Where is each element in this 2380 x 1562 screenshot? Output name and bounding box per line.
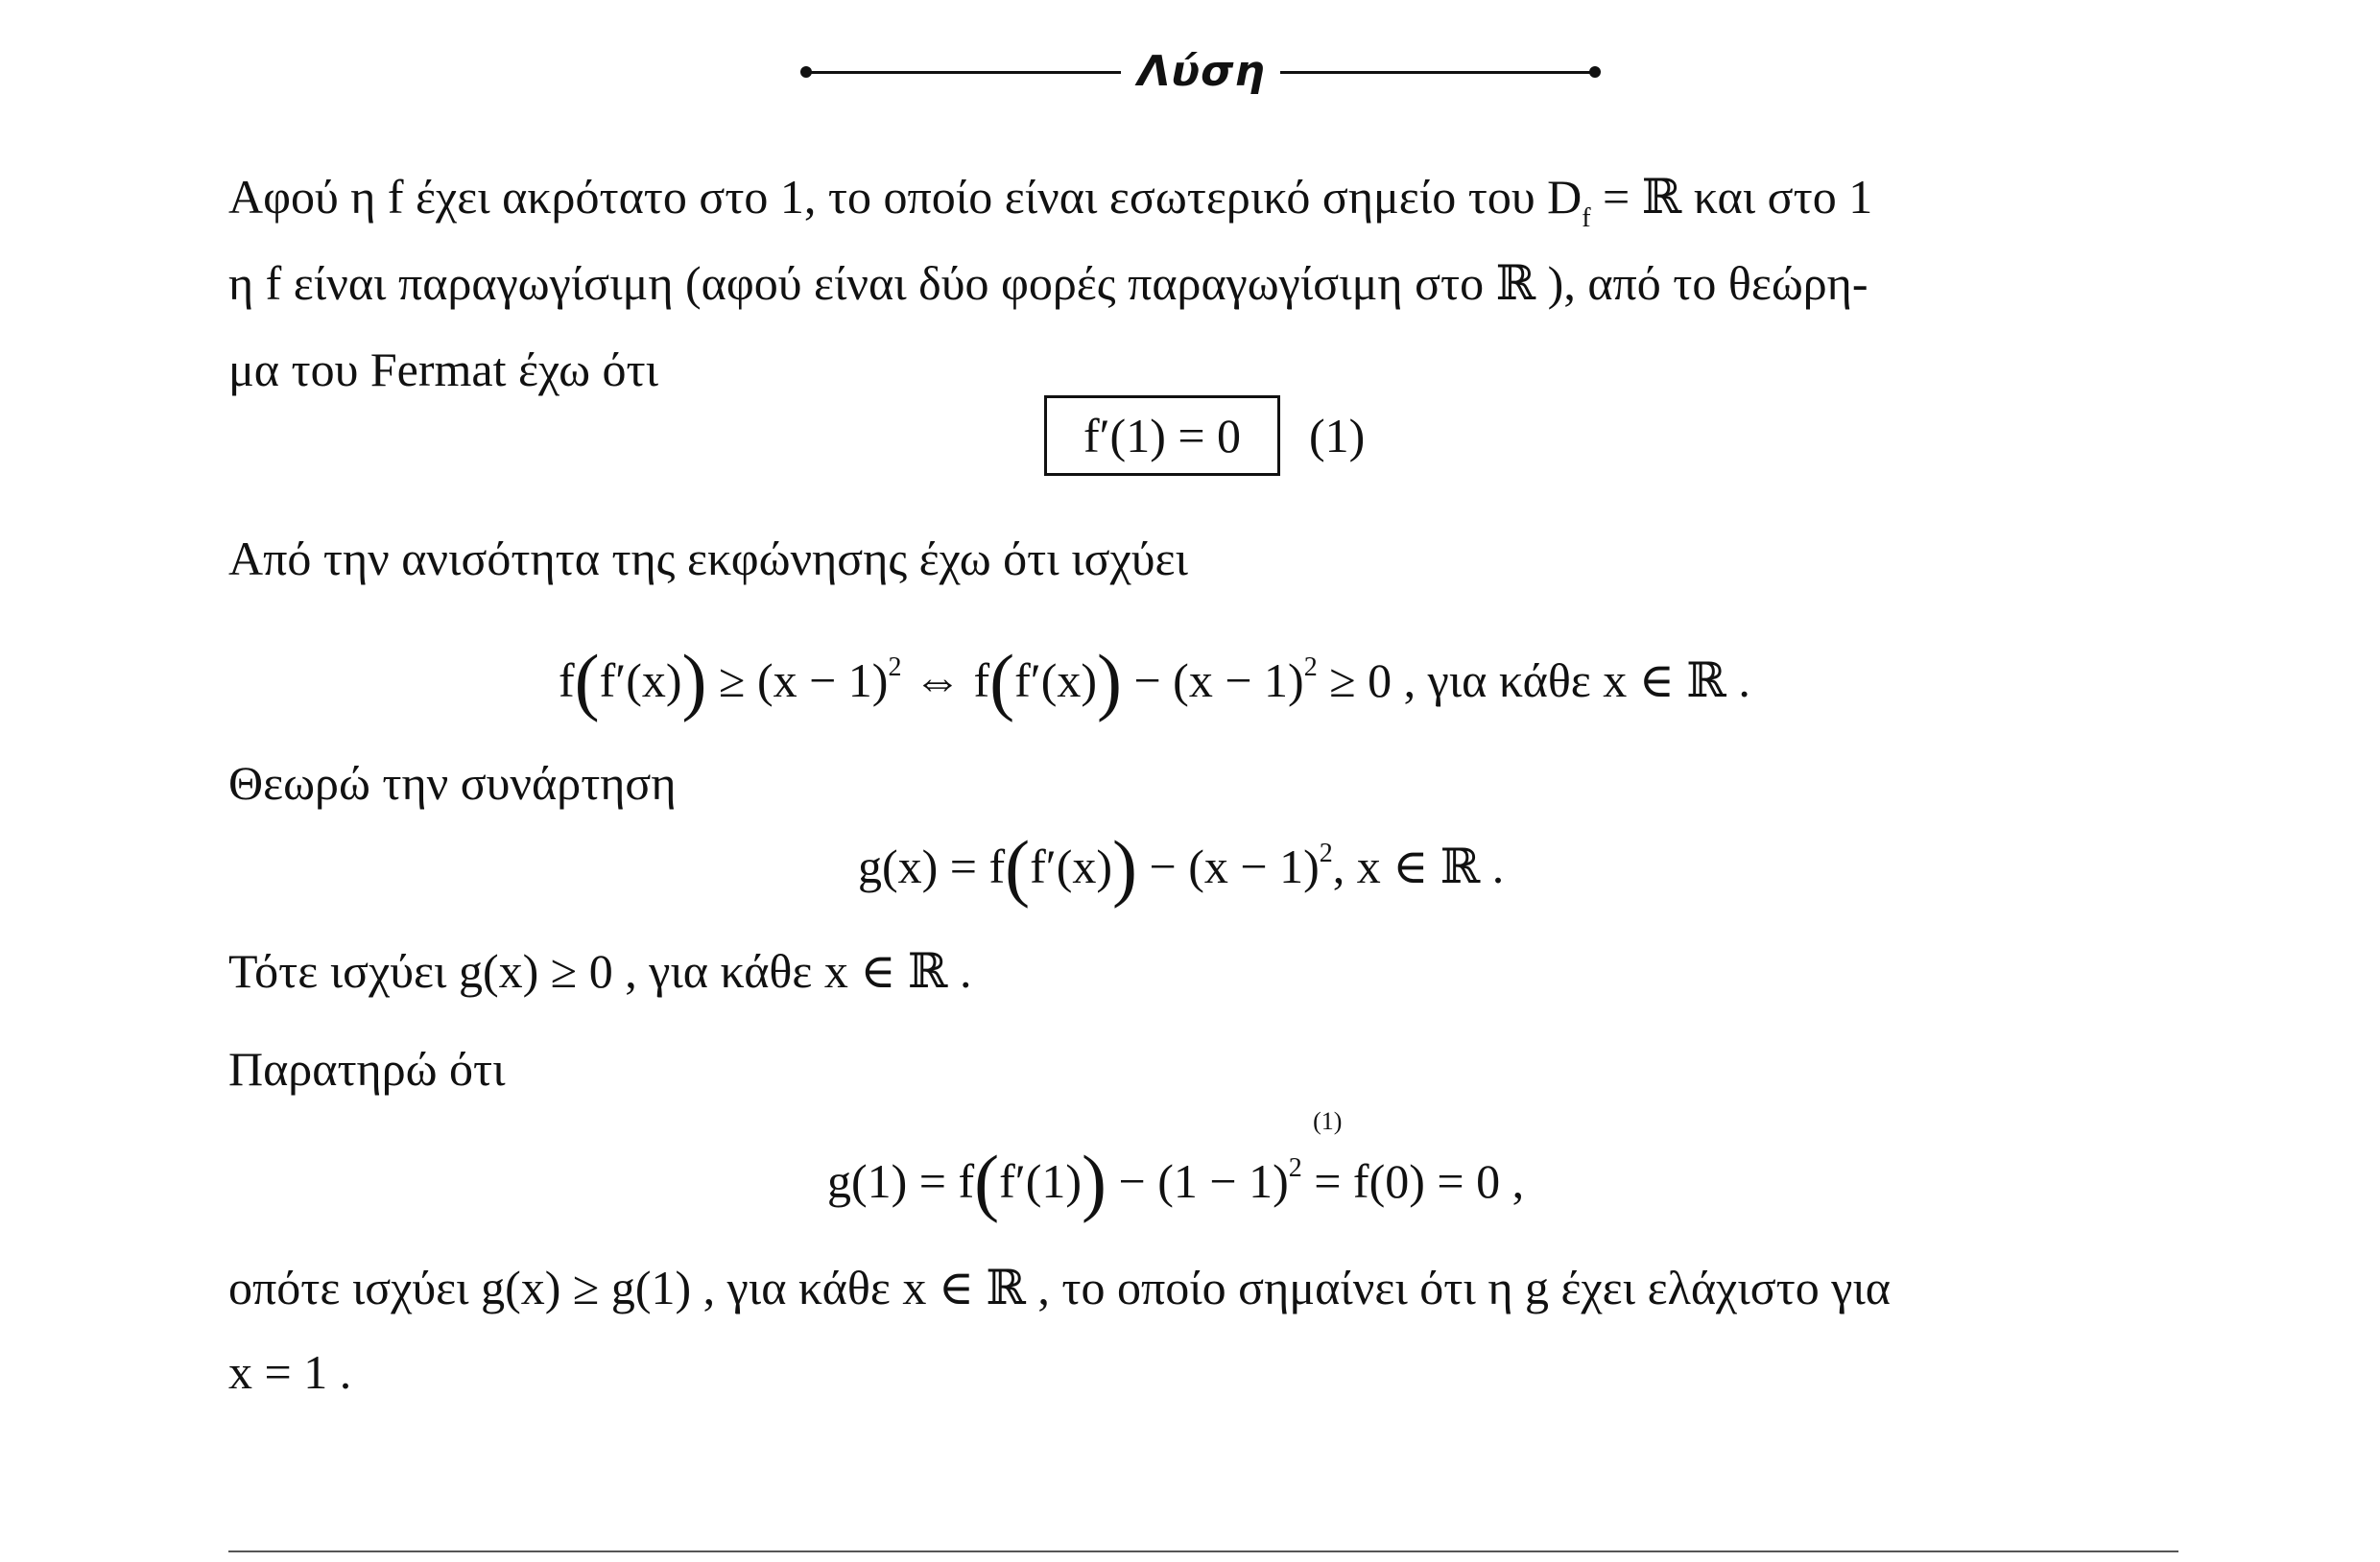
eq3-lparen: ( — [1005, 825, 1031, 909]
eq2-exp-b: 2 — [1303, 652, 1318, 682]
eq4-lhs: g(1) = f — [827, 1154, 975, 1208]
eq2-inner-b: f′(x) — [1014, 653, 1097, 707]
eq2-condition: ≥ 0 , για κάθε x ∈ ℝ . — [1317, 653, 1750, 707]
eq3-inner: f′(x) — [1030, 840, 1113, 893]
eq4-equals: = — [1314, 1154, 1342, 1208]
eq4-lparen: ( — [974, 1140, 1000, 1223]
eq4-overset-equals — [1313, 1107, 1343, 1219]
eq4-inner: f′(1) — [999, 1154, 1083, 1208]
nonnegativity-statement: Τότε ισχύει g(x) ≥ 0 , για κάθε x ∈ ℝ . — [228, 944, 972, 998]
paragraph-fermat — [228, 154, 2148, 413]
eq2-rparen-1: ) — [681, 639, 707, 722]
header-right-rule — [1280, 71, 1597, 74]
eq4-rparen: ) — [1082, 1140, 1107, 1223]
paragraph-line-3: μα του Fermat έχω ότι — [228, 343, 659, 396]
eq2-lparen-1: ( — [574, 639, 600, 722]
page-bottom-rule — [228, 1550, 2178, 1552]
eq3-domain: , x ∈ ℝ . — [1332, 840, 1505, 893]
eq3-rparen: ) — [1112, 825, 1138, 909]
eq2-rparen-2: ) — [1097, 639, 1122, 722]
header-left-rule — [804, 71, 1121, 74]
paragraph-line-1 — [228, 154, 2148, 240]
function-intro: Θεωρώ την συνάρτηση — [228, 756, 677, 810]
eq2-rhs-a: ≥ (x − 1) — [706, 653, 889, 707]
domain-subscript: f — [1582, 203, 1591, 233]
eq2-lparen-2: ( — [989, 639, 1015, 722]
eq2-exp-a: 2 — [888, 652, 902, 682]
paragraph-line-2: η f είναι παραγωγίσιμη (αφού είναι δύο φορές παραγωγίσιμη στο ℝ ), από το θεώρη- — [228, 256, 1868, 310]
minimum-statement: οπότε ισχύει g(x) ≥ g(1) , για κάθε x ∈ ℝ , το οποίο σημαίνει ότι η g έχει ελάχιστο για — [228, 1261, 1891, 1314]
eq4-exp: 2 — [1288, 1153, 1302, 1183]
inequality-equation — [559, 629, 1750, 722]
eq2-rhs-b: − (x − 1) — [1121, 653, 1304, 707]
eq2-inner-a: f′(x) — [599, 653, 682, 707]
header-right-dot — [1589, 66, 1601, 78]
eq2-f: f — [559, 653, 575, 707]
eq4-rhs: − (1 − 1) — [1107, 1154, 1289, 1208]
inequality-intro: Από την ανισότητα της εκφώνησης έχω ότι ισχύει — [228, 532, 1188, 585]
eq4-result: f(0) = 0 , — [1341, 1154, 1525, 1208]
equation-tag: (1) — [1309, 409, 1366, 462]
function-definition — [858, 816, 1505, 909]
paragraph-line-1-text-a: Αφού η f έχει ακρότατο στο 1, το οποίο είναι εσωτερικό σημείο του D — [228, 170, 1583, 224]
eq3-lhs: g(x) = f — [858, 840, 1006, 893]
section-title: Λύση — [1137, 47, 1266, 96]
eq2-equivalence: ⇔ f — [901, 653, 990, 707]
value-at-one-equation — [827, 1107, 1525, 1223]
eq3-exp: 2 — [1319, 839, 1333, 868]
minimum-location: x = 1 . — [228, 1345, 352, 1399]
paragraph-line-1-text-b: = ℝ και στο 1 — [1590, 170, 1873, 224]
eq4-over-label: (1) — [1313, 1107, 1343, 1135]
section-header — [0, 38, 2380, 106]
boxed-equation: f′(1) = 0 — [1044, 395, 1280, 476]
eq3-rhs: − (x − 1) — [1137, 840, 1320, 893]
observation-intro: Παρατηρώ ότι — [228, 1042, 506, 1096]
